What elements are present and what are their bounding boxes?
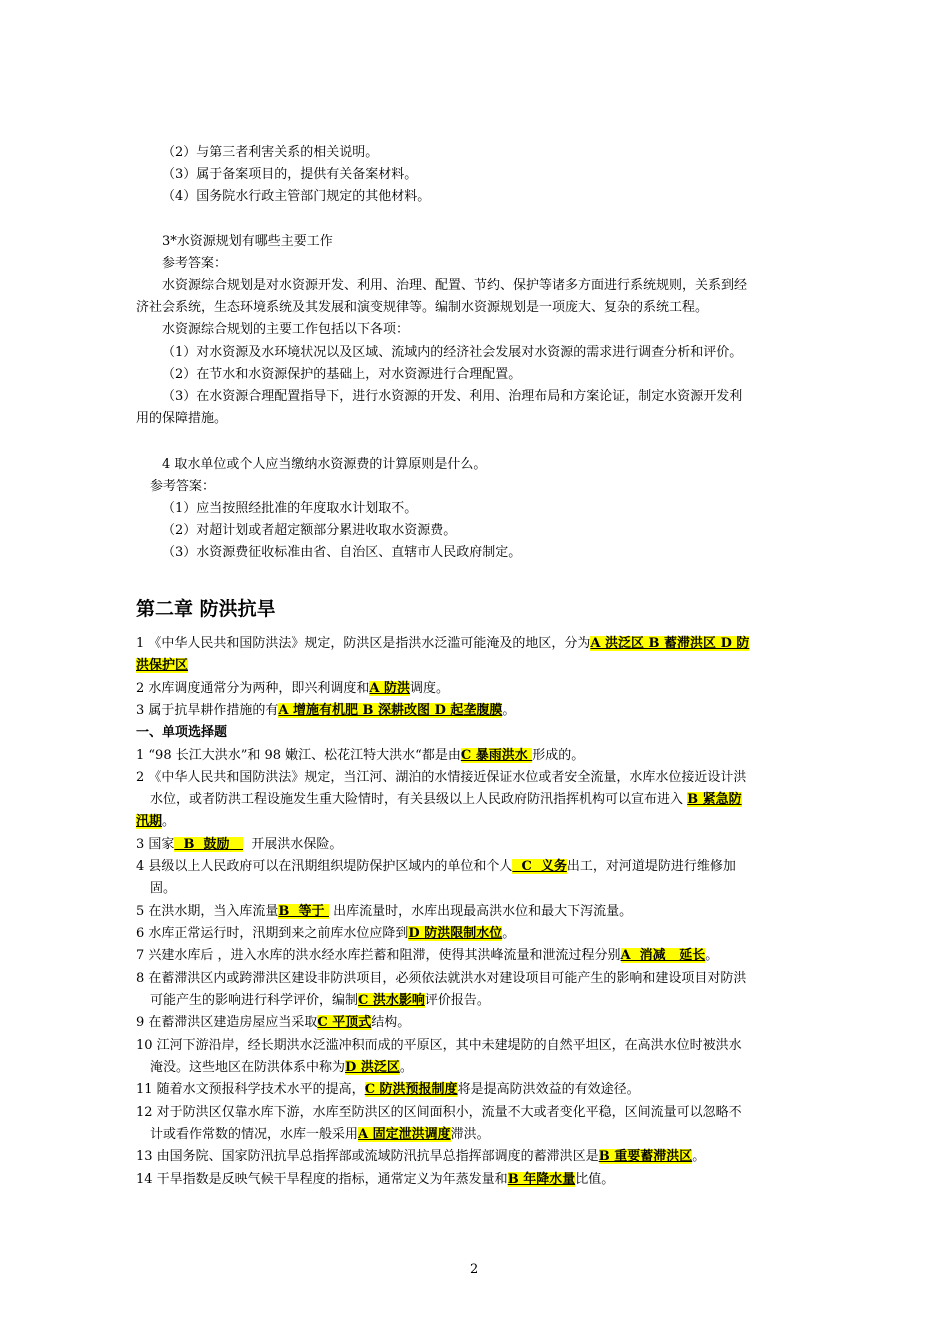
question: 13 由国务院、国家防汛抗旱总指挥部或流域防汛抗旱总指挥部调度的蓄滞洪区是B 重要蓄滞洪区。: [136, 1149, 706, 1164]
page-number: 2: [470, 1262, 479, 1277]
question-cont: 可能产生的影响进行科学评价，编制C 洪水影响评价报告。: [150, 993, 490, 1008]
list-item: （1）对水资源及水环境状况以及区域、流域内的经济社会发展对水资源的需求进行调查分析和评价。: [162, 345, 743, 360]
section-title: 一、单项选择题: [136, 725, 228, 740]
paragraph: 济社会系统，生态环境系统及其发展和演变规律等。编制水资源规划是一项庞大、复杂的系统工程。: [136, 300, 709, 315]
answer-highlight: B 紧急防: [687, 792, 742, 807]
question: 1 “98 长江大洪水”和 98 嫩江、松花江特大洪水“都是由C 暴雨洪水 形成的。: [136, 748, 585, 763]
question: 5 在洪水期，当入库流量B 等于 出库流量时，水库出现最高洪水位和最大下泻流量。: [136, 904, 633, 919]
question-cont: [136, 656, 188, 676]
question-3-title: 3*水资源规划有哪些主要工作: [162, 234, 333, 249]
question-cont: 固。: [150, 881, 177, 896]
answer-highlight: B 鼓励: [174, 837, 244, 852]
answer-highlight: C 义务: [512, 859, 567, 874]
answer-highlight: 汛期: [136, 814, 163, 829]
question: 11 随着水文预报科学技术水平的提高，C 防洪预报制度将是提高防洪效益的有效途径。: [136, 1082, 640, 1097]
answer-highlight: C 平顶式: [317, 1015, 372, 1030]
item-2: （2）与第三者利害关系的相关说明。: [162, 145, 379, 160]
answer-highlight: A 防洪: [369, 681, 411, 696]
answer-highlight: 洪保护区: [136, 658, 189, 673]
question: 6 水库正常运行时，汛期到来之前库水位应降到D 防洪限制水位。: [136, 926, 516, 941]
question: 4 县级以上人民政府可以在汛期组织堤防保护区域内的单位和个人 C 义务出工，对河道堤防进行维修加: [136, 859, 736, 874]
question-cont: 水位，或者防洪工程设施发生重大险情时，有关县级以上人民政府防汛指挥机构可以宣布进入 B 紧急防: [150, 792, 742, 807]
list-item: 用的保障措施。: [136, 411, 228, 426]
question: 10 江河下游沿岸，经长期洪水泛滥冲积而成的平原区，其中未建堤防的自然平坦区，在高洪水位时被洪水: [136, 1038, 742, 1053]
answer-highlight: D 防洪限制水位: [408, 926, 503, 941]
question-cont: 淹没。这些地区在防洪体系中称为D 洪泛区。: [150, 1060, 413, 1075]
list-item: （1）应当按照经批准的年度取水计划取不。: [162, 501, 418, 516]
paragraph: 水资源综合规划的主要工作包括以下各项：: [162, 322, 410, 337]
list-item: （2）对超计划或者超定额部分累进收取水资源费。: [162, 523, 457, 538]
answer-highlight: A 增施有机肥 B 深耕改图 D 起垄腹膜: [278, 703, 503, 718]
question: 2 水库调度通常分为两种，即兴利调度和A 防洪调度。: [136, 681, 450, 696]
answer-highlight: B 等于: [278, 904, 329, 919]
question: 14 干旱指数是反映气候干旱程度的指标，通常定义为年蒸发量和B 年降水量比值。: [136, 1172, 615, 1187]
answer-highlight: C 洪水影响: [358, 993, 425, 1008]
reference-answer-label: 参考答案：: [162, 256, 228, 271]
list-item: （3）在水资源合理配置指导下，进行水资源的开发、利用、治理布局和方案论证，制定水资源开发利: [162, 389, 743, 404]
item-3: （3）属于备案项目的，提供有关备案材料。: [162, 167, 418, 182]
answer-highlight: A 洪泛区 B 蓄滞洪区 D 防: [590, 636, 750, 651]
answer-highlight: C 暴雨洪水: [460, 748, 533, 763]
question: 3 国家 B 鼓励 开展洪水保险。: [136, 837, 343, 852]
question: 8 在蓄滞洪区内或跨滞洪区建设非防洪项目，必须依法就洪水对建设项目可能产生的影响和建设项目对防洪: [136, 971, 747, 986]
answer-highlight: A 消减 延长: [620, 948, 706, 963]
reference-answer-label: 参考答案：: [150, 479, 216, 494]
answer-highlight: B 重要蓄滞洪区: [598, 1149, 693, 1164]
question: 12 对于防洪区仅靠水库下游，水库至防洪区的区间面积小，流量不大或者变化平稳，区间流量可以忽略不: [136, 1105, 742, 1120]
chapter-title: 第二章 防洪抗旱: [136, 598, 276, 620]
question-cont: 汛期。: [136, 814, 176, 829]
question-cont: 计或看作常数的情况，水库一般采用A 固定泄洪调度滞洪。: [150, 1127, 490, 1142]
answer-highlight: B 年降水量: [507, 1172, 576, 1187]
paragraph: 水资源综合规划是对水资源开发、利用、治理、配置、节约、保护等诸多方面进行系统规则，关系到经: [162, 278, 748, 293]
item-4: （4）国务院水行政主管部门规定的其他材料。: [162, 189, 431, 204]
list-item: （3）水资源费征收标准由省、自治区、直辖市人民政府制定。: [162, 545, 522, 560]
list-item: （2）在节水和水资源保护的基础上，对水资源进行合理配置。: [162, 367, 522, 382]
answer-highlight: A 固定泄洪调度: [358, 1127, 451, 1142]
question-4-title: 4 取水单位或个人应当缴纳水资源费的计算原则是什么。: [162, 457, 487, 472]
answer-highlight: C 防洪预报制度: [364, 1082, 458, 1097]
question: 1 《中华人民共和国防洪法》规定，防洪区是指洪水泛滥可能淹及的地区，分为A 洪泛区 B 蓄滞洪区 D 防: [136, 636, 750, 651]
question: 9 在蓄滞洪区建造房屋应当采取C 平顶式结构。: [136, 1015, 411, 1030]
question: 3 属于抗旱耕作措施的有A 增施有机肥 B 深耕改图 D 起垄腹膜。: [136, 703, 516, 718]
question: 2 《中华人民共和国防洪法》规定，当江河、湖泊的水情接近保证水位或者安全流量，水库水位接近设计洪: [136, 770, 747, 785]
question: 7 兴建水库后 ，进入水库的洪水经水库拦蓄和阻滞，使得其洪峰流量和泄流过程分别A 消减 延长。: [136, 948, 719, 963]
answer-highlight: D 洪泛区: [345, 1060, 400, 1075]
